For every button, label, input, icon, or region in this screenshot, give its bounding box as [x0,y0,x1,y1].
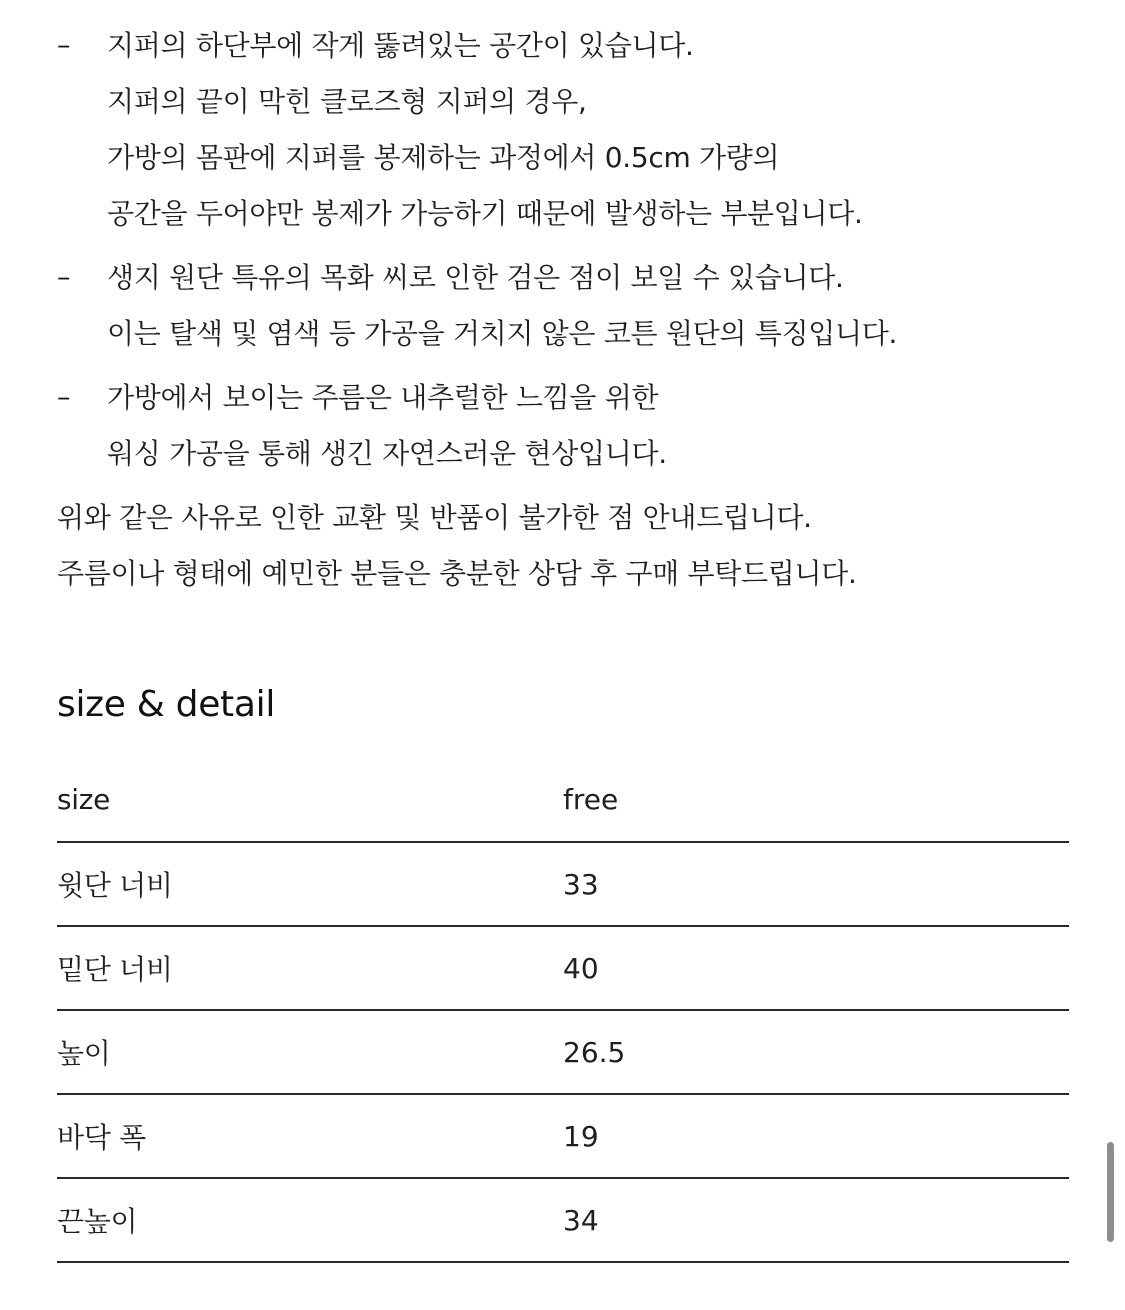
table-row [57,927,1069,1011]
table-row [57,843,1069,927]
table-row [57,1011,1069,1095]
note-line: 공간을 두어야만 봉제가 가능하기 때문에 발생하는 부분입니다. [107,197,863,230]
row-label: 바닥 폭 [57,1121,146,1154]
note-line: 가방에서 보이는 주름은 내추럴한 느낌을 위한 [107,381,659,414]
closing-line: 주름이나 형태에 예민한 분들은 충분한 상담 후 구매 부탁드립니다. [57,557,857,590]
bullet-dash: – [57,382,71,413]
bullet-dash: – [57,262,71,293]
note-line: 지퍼의 끝이 막힌 클로즈형 지퍼의 경우, [107,85,587,118]
product-notes [57,18,1077,602]
table-row [57,1095,1069,1179]
row-label: 밑단 너비 [57,953,173,986]
bullet-dash: – [57,30,71,61]
note-line: 지퍼의 하단부에 작게 뚫려있는 공간이 있습니다. [107,29,694,62]
row-value: 26.5 [563,1035,626,1069]
header-label: size [57,782,111,816]
note-line: 가방의 몸판에 지퍼를 봉제하는 과정에서 0.5cm 가량의 [107,141,780,174]
note-line: 생지 원단 특유의 목화 씨로 인한 검은 점이 보일 수 있습니다. [107,261,844,294]
row-label: 윗단 너비 [57,869,173,902]
row-value: 19 [563,1119,599,1153]
section-title: size & detail [57,684,276,725]
table-header-row [57,757,1069,843]
note-bullet-cotton-seed [57,250,1077,362]
table-row [57,1179,1069,1263]
note-bullet-zipper [57,18,1077,242]
note-bullet-wrinkles [57,370,1077,482]
row-value: 40 [563,951,599,985]
row-value: 34 [563,1203,599,1237]
row-label: 높이 [57,1037,111,1070]
note-line: 이는 탈색 및 염색 등 가공을 거치지 않은 코튼 원단의 특징입니다. [107,317,898,350]
row-label: 끈높이 [57,1205,138,1238]
scrollbar-thumb[interactable] [1107,1142,1114,1242]
closing-line: 위와 같은 사유로 인한 교환 및 반품이 불가한 점 안내드립니다. [57,501,812,534]
row-value: 33 [563,867,599,901]
note-line: 워싱 가공을 통해 생긴 자연스러운 현상입니다. [107,437,667,470]
closing-notice [57,490,1077,602]
size-table [57,757,1069,1263]
header-value: free [563,782,619,816]
